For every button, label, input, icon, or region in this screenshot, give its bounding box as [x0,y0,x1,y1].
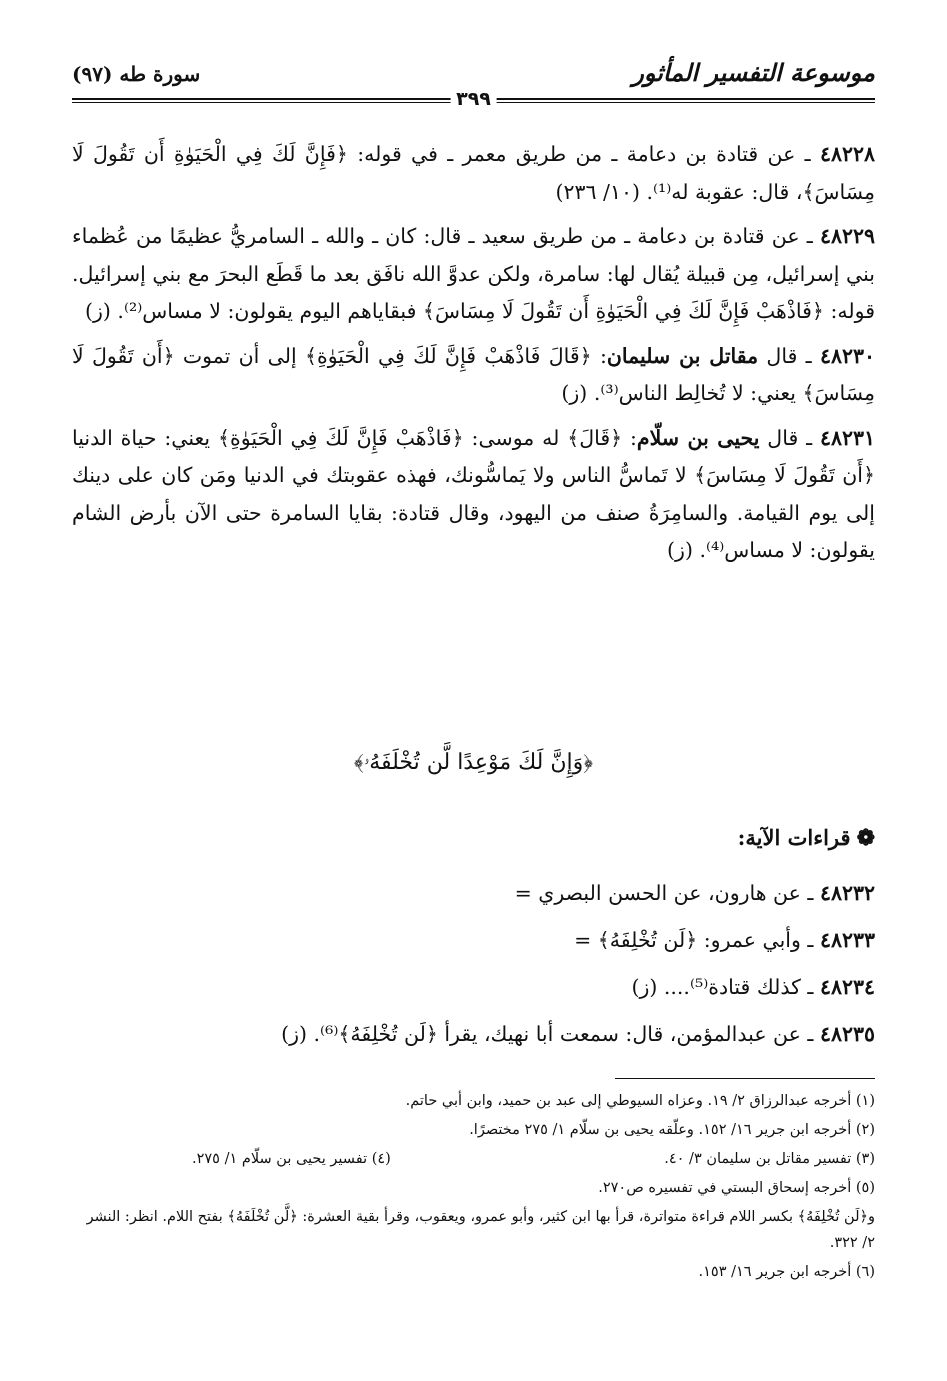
main-text [72,136,875,577]
entry-text: ـ عن قتادة بن دعامة ـ من طريق سعيد ـ قال: كان ـ والله ـ السامريُّ عظيمًا من عُظماء بني إسرائيل، مِن قبيلة يُقال لها: سامرة، ولكن عدوَّ الله نافَق بعد ما قَطَع البحرَ مع بني إسرائيل. قوله: ﴿فَاذْهَبْ فَإِنَّ لَكَ فِي الْحَيَوٰةِ أَن تَقُولَ لَا مِسَاسَ﴾ فبقاياهم اليوم يقولون: لا مساس⁽²⁾. (ز) [72,224,875,323]
flower-ornament-icon: ❁ [856,825,875,851]
reading-48232 [72,870,875,917]
entry-number: ٤٨٢٣٠ [819,343,876,368]
entry-text: ـ كذلك قتادة⁽⁵⁾.... (ز) [631,975,820,999]
footnote-2: (٢) أخرجه ابن جرير ١٦/ ١٥٢. وعلّقه يحيى بن سلّام ١/ ٢٧٥ مختصرًا. [469,1122,875,1138]
verse-heading: ﴿وَإِنَّ لَكَ مَوْعِدًا لَّن تُخْلَفَهُۥ﴾ [353,750,594,775]
entry-number: ٤٨٢٢٩ [819,224,875,248]
entry-number: ٤٨٢٣٢ [819,881,875,905]
footnote-4: (٤) تفسير يحيى بن سلّام ١/ ٢٧٥. [192,1151,391,1167]
entry-prefix: ـ قال [758,343,820,368]
narrator-name: يحيى بن سلّام [636,425,760,450]
reading-48233 [72,917,875,964]
footnotes [72,1088,875,1288]
entry-text: ـ عن قتادة بن دعامة ـ من طريق معمر ـ في قوله: ﴿فَإِنَّ لَكَ فِي الْحَيَوٰةِ أَن تَقُولَ لَا مِسَاسَ﴾، قال: عقوبة له⁽¹⁾. (١٠/ ٢٣٦) [72,142,875,204]
footnote-5: (٥) أخرجه إسحاق البستي في تفسيره ص٢٧٠. [598,1180,875,1196]
entry-prefix: ـ قال [759,425,820,450]
surah-label: سورة طه (٩٧) [72,62,201,86]
entry-text: ـ عن عبدالمؤمن، قال: سمعت أبا نهيك، يقرأ ﴿لَن تُخْلِفَهُ﴾⁽⁶⁾. (ز) [281,1022,820,1046]
entry-number: ٤٨٢٣١ [819,425,876,450]
section-heading-label: قراءات الآية: [737,825,851,850]
entry-number: ٤٨٢٣٥ [819,1022,875,1046]
book-title: موسوعة التفسير المأثور [632,58,875,87]
narrator-name: مقاتل بن سليمان [606,343,759,368]
footnote-5-note: و﴿لَن تُخْلِفَهُ﴾ بكسر اللام قراءة متواترة، قرأ بها ابن كثير، وأبو عمرو، ويعقوب، وقرأ بقية العشرة: ﴿لَّن تُخْلَفَهُ﴾ بفتح اللام. انظر: النشر ٢/ ٣٢٢. [86,1209,875,1251]
page-number: ٣٩٩ [450,88,497,110]
entry-48230 [72,338,875,413]
readings-list [72,870,875,1058]
entry-number: ٤٨٢٣٣ [819,928,875,952]
entry-48228 [72,136,875,211]
footnote-row [72,1146,875,1172]
entry-text: ـ عن هارون، عن الحسن البصري = [514,881,820,905]
entry-48231 [72,420,875,570]
entry-number: ٤٨٢٢٨ [819,142,875,166]
entry-text: : ﴿قَالَ﴾ له موسى: ﴿فَاذْهَبْ فَإِنَّ لَكَ فِي الْحَيَوٰةِ﴾ يعني: حياة الدنيا ﴿أَن تَقُولَ لَا مِسَاسَ﴾ لا تَماسُّ الناس ولا يَماسُّونك، فهذه عقوبتك في الدنيا ومَن كان على دينك إلى يوم القيامة. والسامِرَةُ صنف من اليهود، وقال قتادة: بقايا السامرة حتى الآن بأرض الشام يقولون: لا مساس⁽⁴⁾. (ز) [72,425,875,562]
footnote-rule [615,1078,875,1079]
footnote-3: (٣) تفسير مقاتل بن سليمان ٣/ ٤٠. [664,1151,875,1167]
entry-text: : ﴿قَالَ فَاذْهَبْ فَإِنَّ لَكَ فِي الْحَيَوٰةِ﴾ إلى أن تموت ﴿أَن تَقُولَ لَا مِسَاسَ﴾ يعني: لا تُخالِط الناس⁽³⁾. (ز) [72,343,875,405]
entry-48229 [72,218,875,331]
entry-number: ٤٨٢٣٤ [819,975,875,999]
footnote-6: (٦) أخرجه ابن جرير ١٦/ ١٥٣. [698,1264,875,1280]
page-header [72,58,875,110]
reading-48235 [72,1011,875,1058]
section-heading [738,825,875,851]
reading-48234 [72,964,875,1011]
footnote-1: (١) أخرجه عبدالرزاق ٢/ ١٩. وعزاه السيوطي إلى عبد بن حميد، وابن أبي حاتم. [405,1093,875,1109]
entry-text: ـ وأبي عمرو: ﴿لَن تُخْلِفَهُ﴾ = [574,928,820,952]
